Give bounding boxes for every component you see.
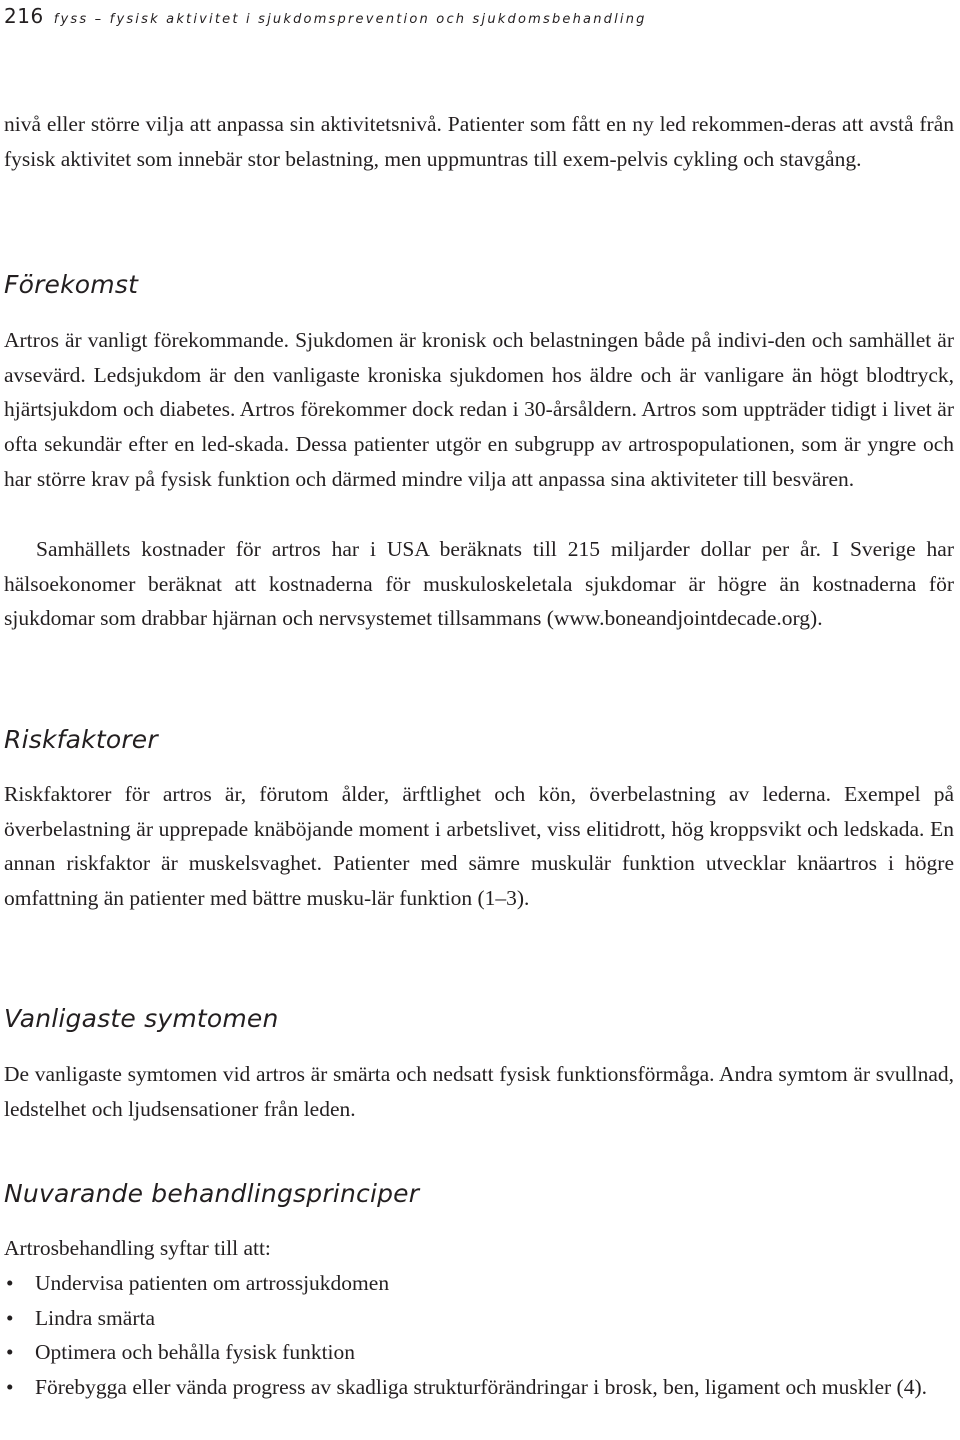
list-item-text: Optimera och behålla fysisk funktion — [35, 1340, 356, 1365]
treatment-goals-list — [4, 1266, 954, 1405]
bullet-icon: • — [6, 1375, 14, 1400]
behandling-intro: Artrosbehandling syftar till att: — [4, 1236, 271, 1260]
intro-paragraph: nivå eller större vilja att anpassa sin aktivitetsnivå. Patienter som fått en ny led rekommen-deras att avstå från fysisk aktivitet som innebär stor belastning, men uppmuntras till exem-pelvis cykling och stavgång. — [4, 112, 954, 171]
running-header — [4, 4, 956, 32]
bullet-icon: • — [6, 1305, 14, 1330]
symtomen-paragraph: De vanligaste symtomen vid artros är smärta och nedsatt fysisk funktionsförmåga. Andra symtom är svullnad, ledstelhet och ljudsensationer från leden. — [4, 1062, 954, 1121]
bullet-icon: • — [6, 1271, 14, 1295]
list-item-text: Förebygga eller vända progress av skadliga strukturförändringar i brosk, ben, ligament och muskler (4). — [35, 1375, 927, 1400]
riskfaktorer-paragraph: Riskfaktorer för artros är, förutom ålder, ärftlighet och kön, överbelastning av lederna. Exempel på överbelastning är upprepade knäböjande moment i arbetslivet, viss elitidrott, hög kroppsvikt och ledskada. En annan riskfaktor är muskelsvaghet. Patienter med sämre muskulär funktion utvecklar knäartros i högre omfattning än patienter med bättre musku-lär funktion (1–3). — [4, 782, 954, 911]
section-heading-behandlingsprinciper: Nuvarande behandlingsprinciper — [4, 1179, 420, 1208]
list-item — [4, 1266, 954, 1301]
section-heading-forekomst: Förekomst — [4, 270, 139, 299]
forekomst-paragraph-2: Samhällets kostnader för artros har i USA beräknats till 215 miljarder dollar per år. I Sverige har hälsoekonomer beräknat att kostnaderna för muskuloskeletala sjukdomar är högre än kostnaderna för sjukdomar som drabbar hjärnan och nervsystemet tillsammans (www.boneandjointdecade.org). — [4, 537, 954, 631]
list-item — [4, 1335, 954, 1370]
list-item — [4, 1301, 954, 1336]
page-number: 216 — [4, 4, 44, 28]
forekomst-paragraph-1: Artros är vanligt förekommande. Sjukdomen är kronisk och belastningen både på indivi-den och samhället är avsevärd. Ledsjukdom är den vanligaste kroniska sjukdomen hos äldre och är vanligare än högt blodtryck, hjärtsjukdom och diabetes. Artros förekommer dock redan i 30-årsåldern. Artros som uppträder tidigt i livet är ofta sekundär efter en led-skada. Dessa patienter utgör en subgrupp av artrospopulationen, som är yngre och har större krav på fysisk funktion och därmed mindre vilja att anpassa sina aktiviteter till besvären. — [4, 328, 954, 491]
list-item-text: Undervisa patienten om artrossjukdomen — [35, 1271, 390, 1295]
list-item-text: Lindra smärta — [35, 1305, 155, 1330]
running-title: fyss – fysisk aktivitet i sjukdomsprevention och sjukdomsbehandling — [53, 12, 647, 27]
list-item — [4, 1370, 954, 1405]
section-heading-riskfaktorer: Riskfaktorer — [4, 725, 158, 754]
bullet-icon: • — [6, 1340, 14, 1365]
section-heading-symtomen: Vanligaste symtomen — [4, 1004, 279, 1033]
